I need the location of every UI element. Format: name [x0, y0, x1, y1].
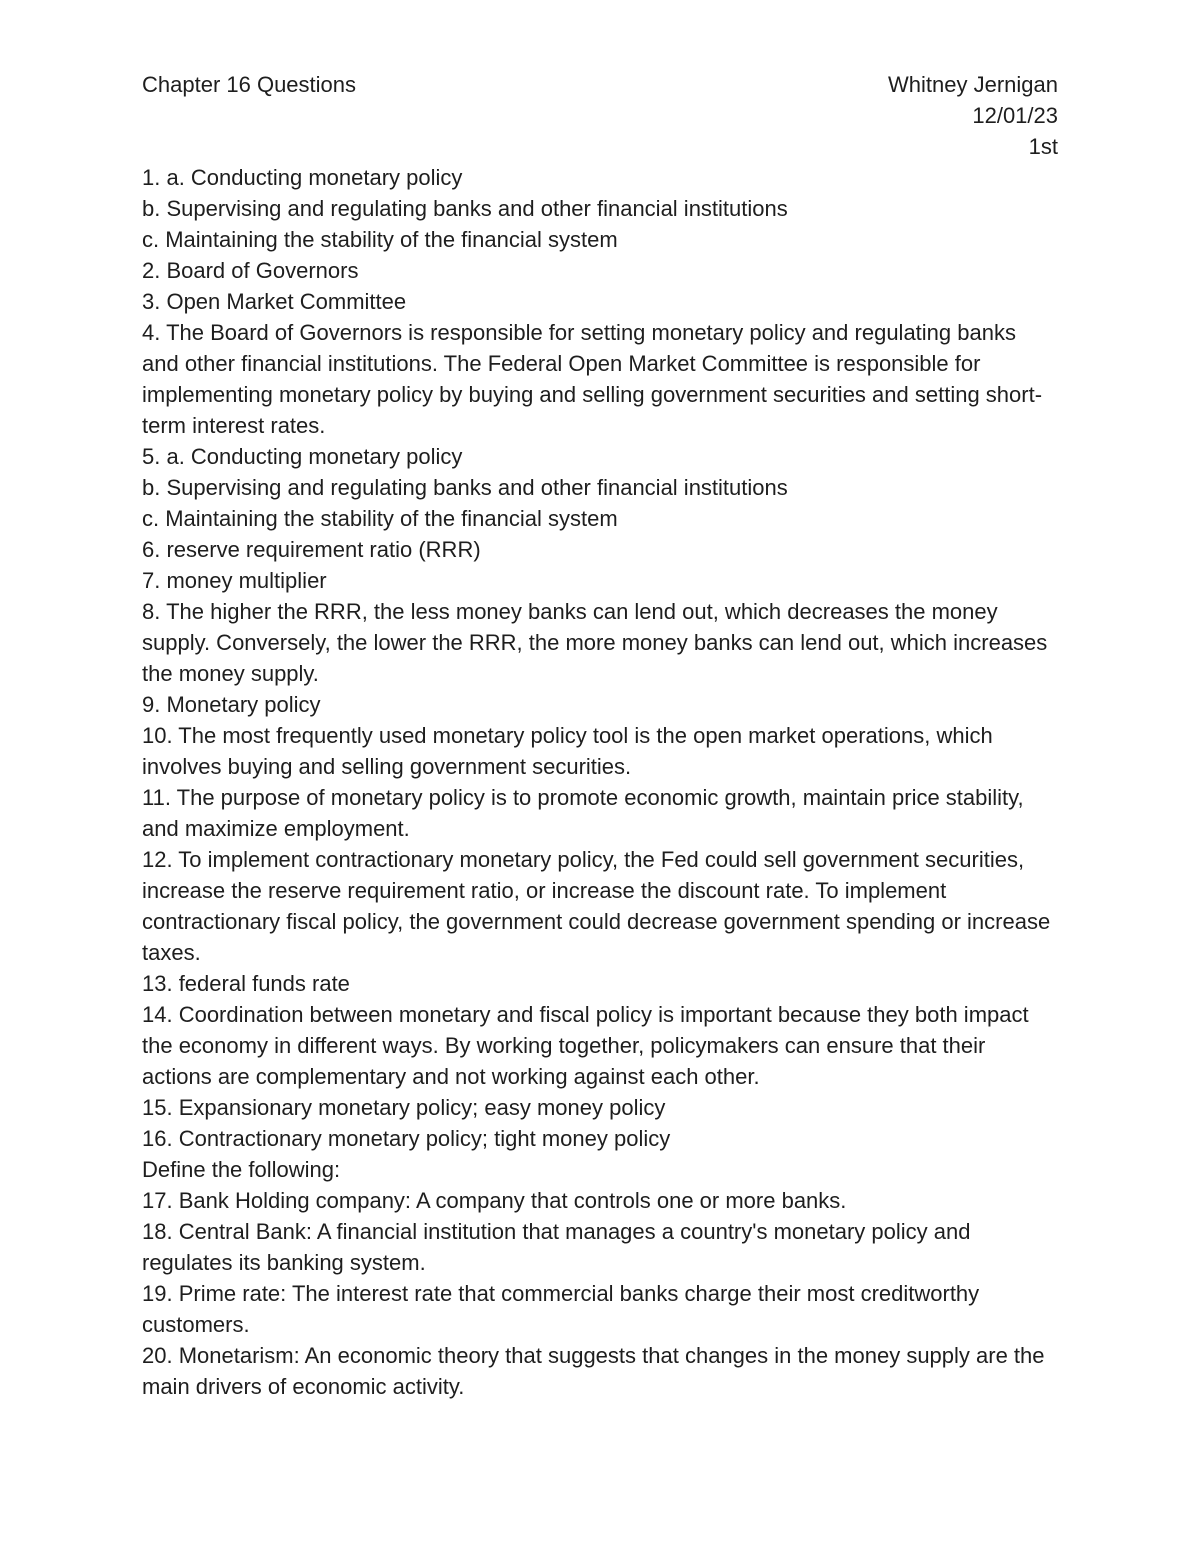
answer-line: 5. a. Conducting monetary policy	[142, 444, 463, 469]
answer-line: b. Supervising and regulating banks and other financial institutions	[142, 475, 788, 500]
header-row	[142, 69, 1058, 100]
answer-line: 12. To implement contractionary monetary policy, the Fed could sell government securities, increase the reserve requirement ratio, or increase the discount rate. To implement contractionary fiscal policy, the government could decrease government spending or increase taxes.	[142, 847, 1051, 965]
document-body	[142, 69, 1058, 1402]
answer-line: 11. The purpose of monetary policy is to promote economic growth, maintain price stability, and maximize employment.	[142, 785, 1024, 841]
answer-line: 3. Open Market Committee	[142, 289, 407, 314]
answer-line: 2. Board of Governors	[142, 258, 359, 283]
answer-line: 10. The most frequently used monetary policy tool is the open market operations, which involves buying and selling government securities.	[142, 723, 993, 779]
answer-line: c. Maintaining the stability of the financial system	[142, 506, 618, 531]
definition-line: 18. Central Bank: A financial institution that manages a country's monetary policy and regulates its banking system.	[142, 1219, 971, 1275]
answer-line: 7. money multiplier	[142, 568, 327, 593]
definition-line: 20. Monetarism: An economic theory that suggests that changes in the money supply are the main drivers of economic activity.	[142, 1343, 1045, 1399]
answer-line: 14. Coordination between monetary and fiscal policy is important because they both impact the economy in different ways. By working together, policymakers can ensure that their actions are complementary and not working against each other.	[142, 1002, 1029, 1089]
answer-line: b. Supervising and regulating banks and other financial institutions	[142, 196, 788, 221]
answer-line: c. Maintaining the stability of the financial system	[142, 227, 618, 252]
definition-line: 17. Bank Holding company: A company that controls one or more banks.	[142, 1188, 847, 1213]
answer-line: 16. Contractionary monetary policy; tight money policy	[142, 1126, 671, 1151]
answer-line: 1. a. Conducting monetary policy	[142, 165, 463, 190]
answer-line: 8. The higher the RRR, the less money banks can lend out, which decreases the money supply. Conversely, the lower the RRR, the more money banks can lend out, which increases the money supply.	[142, 599, 1048, 686]
document-date: 12/01/23	[972, 103, 1058, 128]
section-heading: Define the following:	[142, 1157, 341, 1182]
answer-line: 15. Expansionary monetary policy; easy money policy	[142, 1095, 666, 1120]
answer-line: 6. reserve requirement ratio (RRR)	[142, 537, 481, 562]
document-title: Chapter 16 Questions	[142, 72, 357, 97]
answer-line: 4. The Board of Governors is responsible for setting monetary policy and regulating banks and other financial institutions. The Federal Open Market Committee is responsible for implementing monetary policy by buying and selling government securities and setting short-term interest rates.	[142, 320, 1043, 438]
answer-line: 9. Monetary policy	[142, 692, 321, 717]
answer-line: 13. federal funds rate	[142, 971, 350, 996]
class-period: 1st	[1028, 134, 1058, 159]
author-name: Whitney Jernigan	[888, 72, 1058, 97]
definition-line: 19. Prime rate: The interest rate that commercial banks charge their most creditworthy customers.	[142, 1281, 980, 1337]
